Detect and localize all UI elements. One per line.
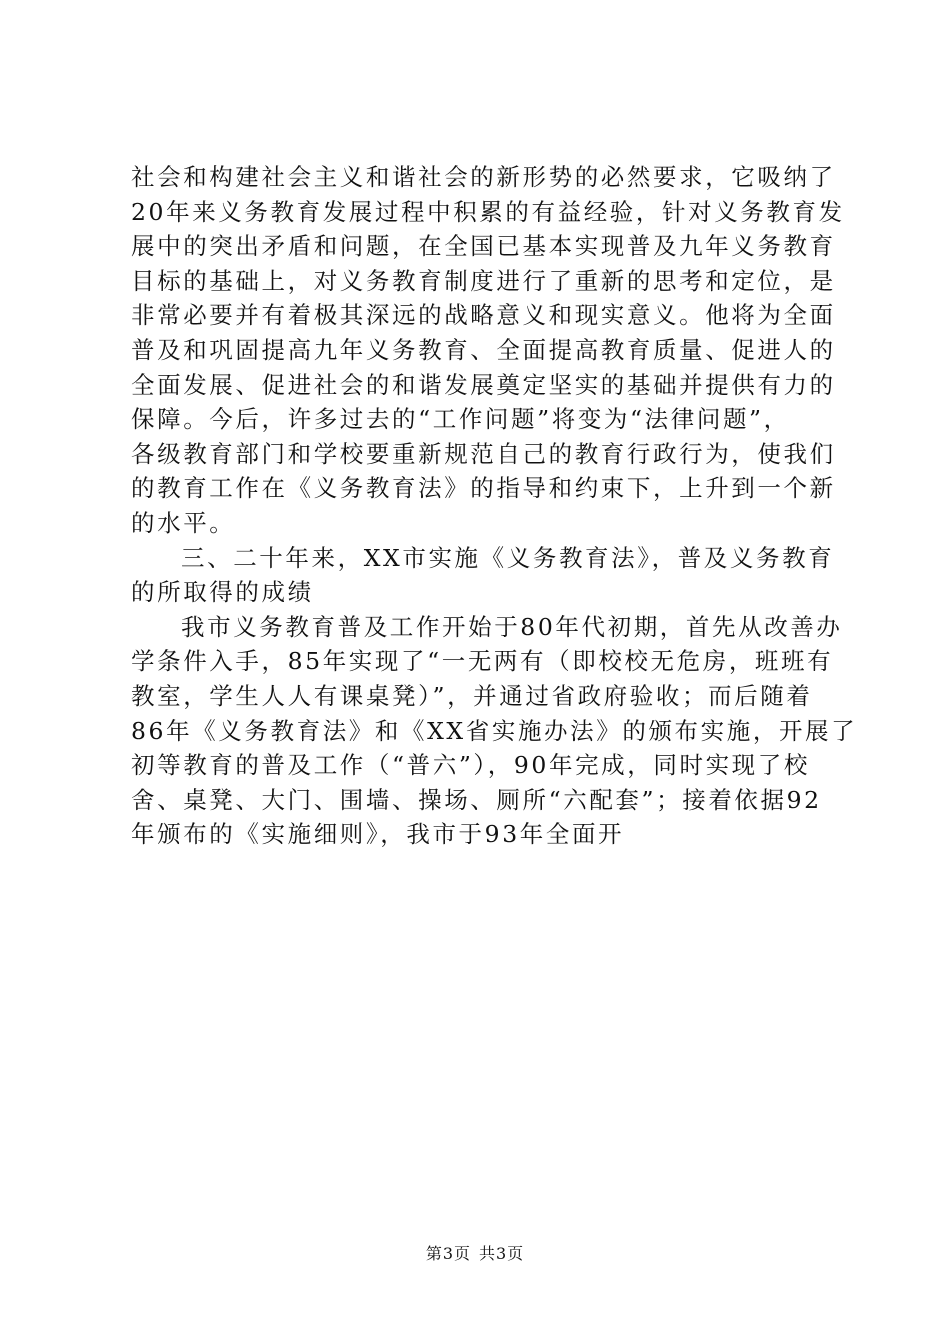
text-line-19: 舍、桌凳、大门、围墙、操场、厕所“六配套”；接着依据92 bbox=[131, 785, 822, 814]
text-line-18: 初等教育的普及工作（“普六”），90年完成，同时实现了校 bbox=[131, 751, 810, 780]
text-line-5: 非常必要并有着极其深远的战略意义和现实意义。他将为全面 bbox=[131, 301, 836, 330]
text-line-4: 目标的基础上，对义务教育制度进行了重新的思考和定位，是 bbox=[131, 266, 836, 295]
body-text bbox=[131, 160, 858, 852]
text-line-15: 学条件入手，85年实现了“一无两有（即校校无危房，班班有 bbox=[131, 647, 834, 676]
text-line-10: 的教育工作在《义务教育法》的指导和约束下，上升到一个新 bbox=[131, 474, 836, 503]
text-line-14: 我市义务教育普及工作开始于80年代初期，首先从改善办 bbox=[181, 612, 843, 641]
page-total: 共3页 bbox=[479, 1244, 525, 1263]
text-line-9: 各级教育部门和学校要重新规范自己的教育行政行为，使我们 bbox=[131, 439, 836, 468]
text-line-3: 展中的突出矛盾和问题，在全国已基本实现普及九年义务教育 bbox=[131, 232, 836, 261]
text-line-11: 的水平。 bbox=[131, 508, 236, 537]
section-heading-line-2: 的所取得的成绩 bbox=[131, 578, 314, 607]
text-line-17: 86年《义务教育法》和《XX省实施办法》的颁布实施，开展了 bbox=[131, 716, 858, 745]
text-line-8: 保障。今后，许多过去的“工作问题”将变为“法律问题”， bbox=[131, 405, 790, 434]
text-line-16: 教室，学生人人有课桌凳）”，并通过省政府验收；而后随着 bbox=[131, 681, 813, 710]
section-heading-line-1: 三、二十年来，XX市实施《义务教育法》，普及义务教育 bbox=[181, 543, 835, 572]
page-footer bbox=[0, 1243, 950, 1265]
text-line-7: 全面发展、促进社会的和谐发展奠定坚实的基础并提供有力的 bbox=[131, 370, 836, 399]
page-number: 第3页 bbox=[425, 1244, 471, 1263]
text-line-20: 年颁布的《实施细则》，我市于93年全面开 bbox=[131, 820, 625, 849]
text-line-6: 普及和巩固提高九年义务教育、全面提高教育质量、促进人的 bbox=[131, 335, 836, 364]
text-line-1: 社会和构建社会主义和谐社会的新形势的必然要求，它吸纳了 bbox=[131, 163, 836, 191]
text-line-2: 20年来义务教育发展过程中积累的有益经验，针对义务教育发 bbox=[131, 197, 845, 226]
